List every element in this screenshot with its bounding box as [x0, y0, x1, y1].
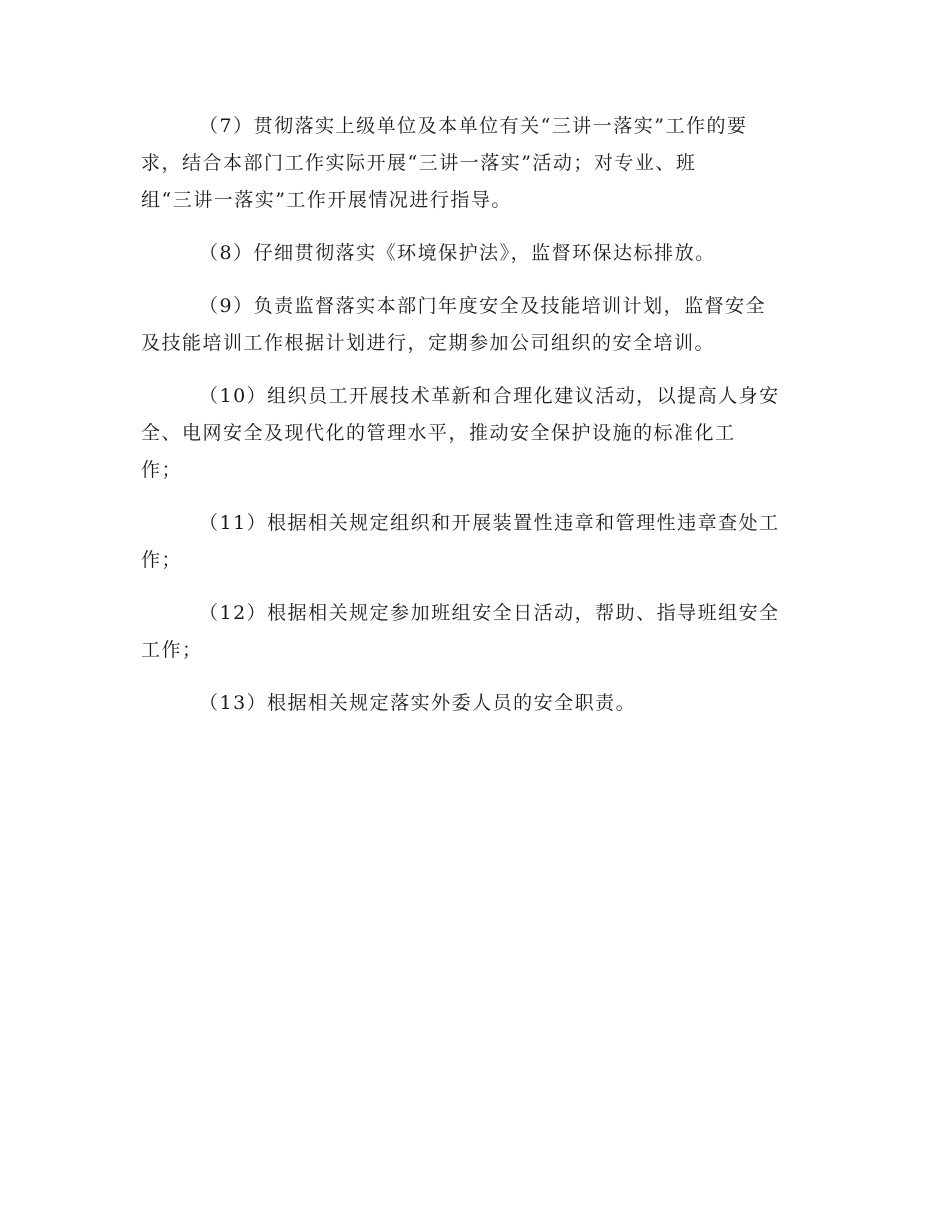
paragraph-line: （10）组织员工开展技术革新和合理化建议活动，以提高人身安	[199, 385, 780, 407]
paragraph-line: 组“三讲一落实”工作开展情况进行指导。	[141, 189, 512, 211]
paragraph-line: （13）根据相关规定落实外委人员的安全职责。	[199, 692, 637, 714]
paragraph-line: （7）贯彻落实上级单位及本单位有关“三讲一落实”工作的要	[199, 115, 748, 137]
paragraph-line: （9）负责监督落实本部门年度安全及技能培训计划，监督安全	[199, 295, 767, 317]
paragraph-8	[141, 235, 806, 272]
document-body	[141, 108, 806, 738]
paragraph-11	[141, 505, 806, 579]
paragraph-line: 全、电网安全及现代化的管理水平，推动安全保护设施的标准化工	[141, 422, 736, 444]
paragraph-line: 作；	[141, 549, 183, 571]
paragraph-line: 工作；	[141, 639, 203, 661]
paragraph-line: （11）根据相关规定组织和开展装置性违章和管理性违章查处工	[199, 512, 780, 534]
paragraph-12	[141, 595, 806, 669]
paragraph-line: 求，结合本部门工作实际开展“三讲一落实”活动；对专业、班	[141, 152, 697, 174]
paragraph-line: （12）根据相关规定参加班组安全日活动，帮助、指导班组安全	[199, 602, 780, 624]
paragraph-10	[141, 378, 806, 489]
paragraph-13	[141, 685, 806, 722]
paragraph-9	[141, 288, 806, 362]
paragraph-7	[141, 108, 806, 219]
paragraph-line: 及技能培训工作根据计划进行，定期参加公司组织的安全培训。	[141, 332, 716, 354]
paragraph-line: 作；	[141, 459, 183, 481]
paragraph-line: （8）仔细贯彻落实《环境保护法》，监督环保达标排放。	[199, 242, 716, 264]
